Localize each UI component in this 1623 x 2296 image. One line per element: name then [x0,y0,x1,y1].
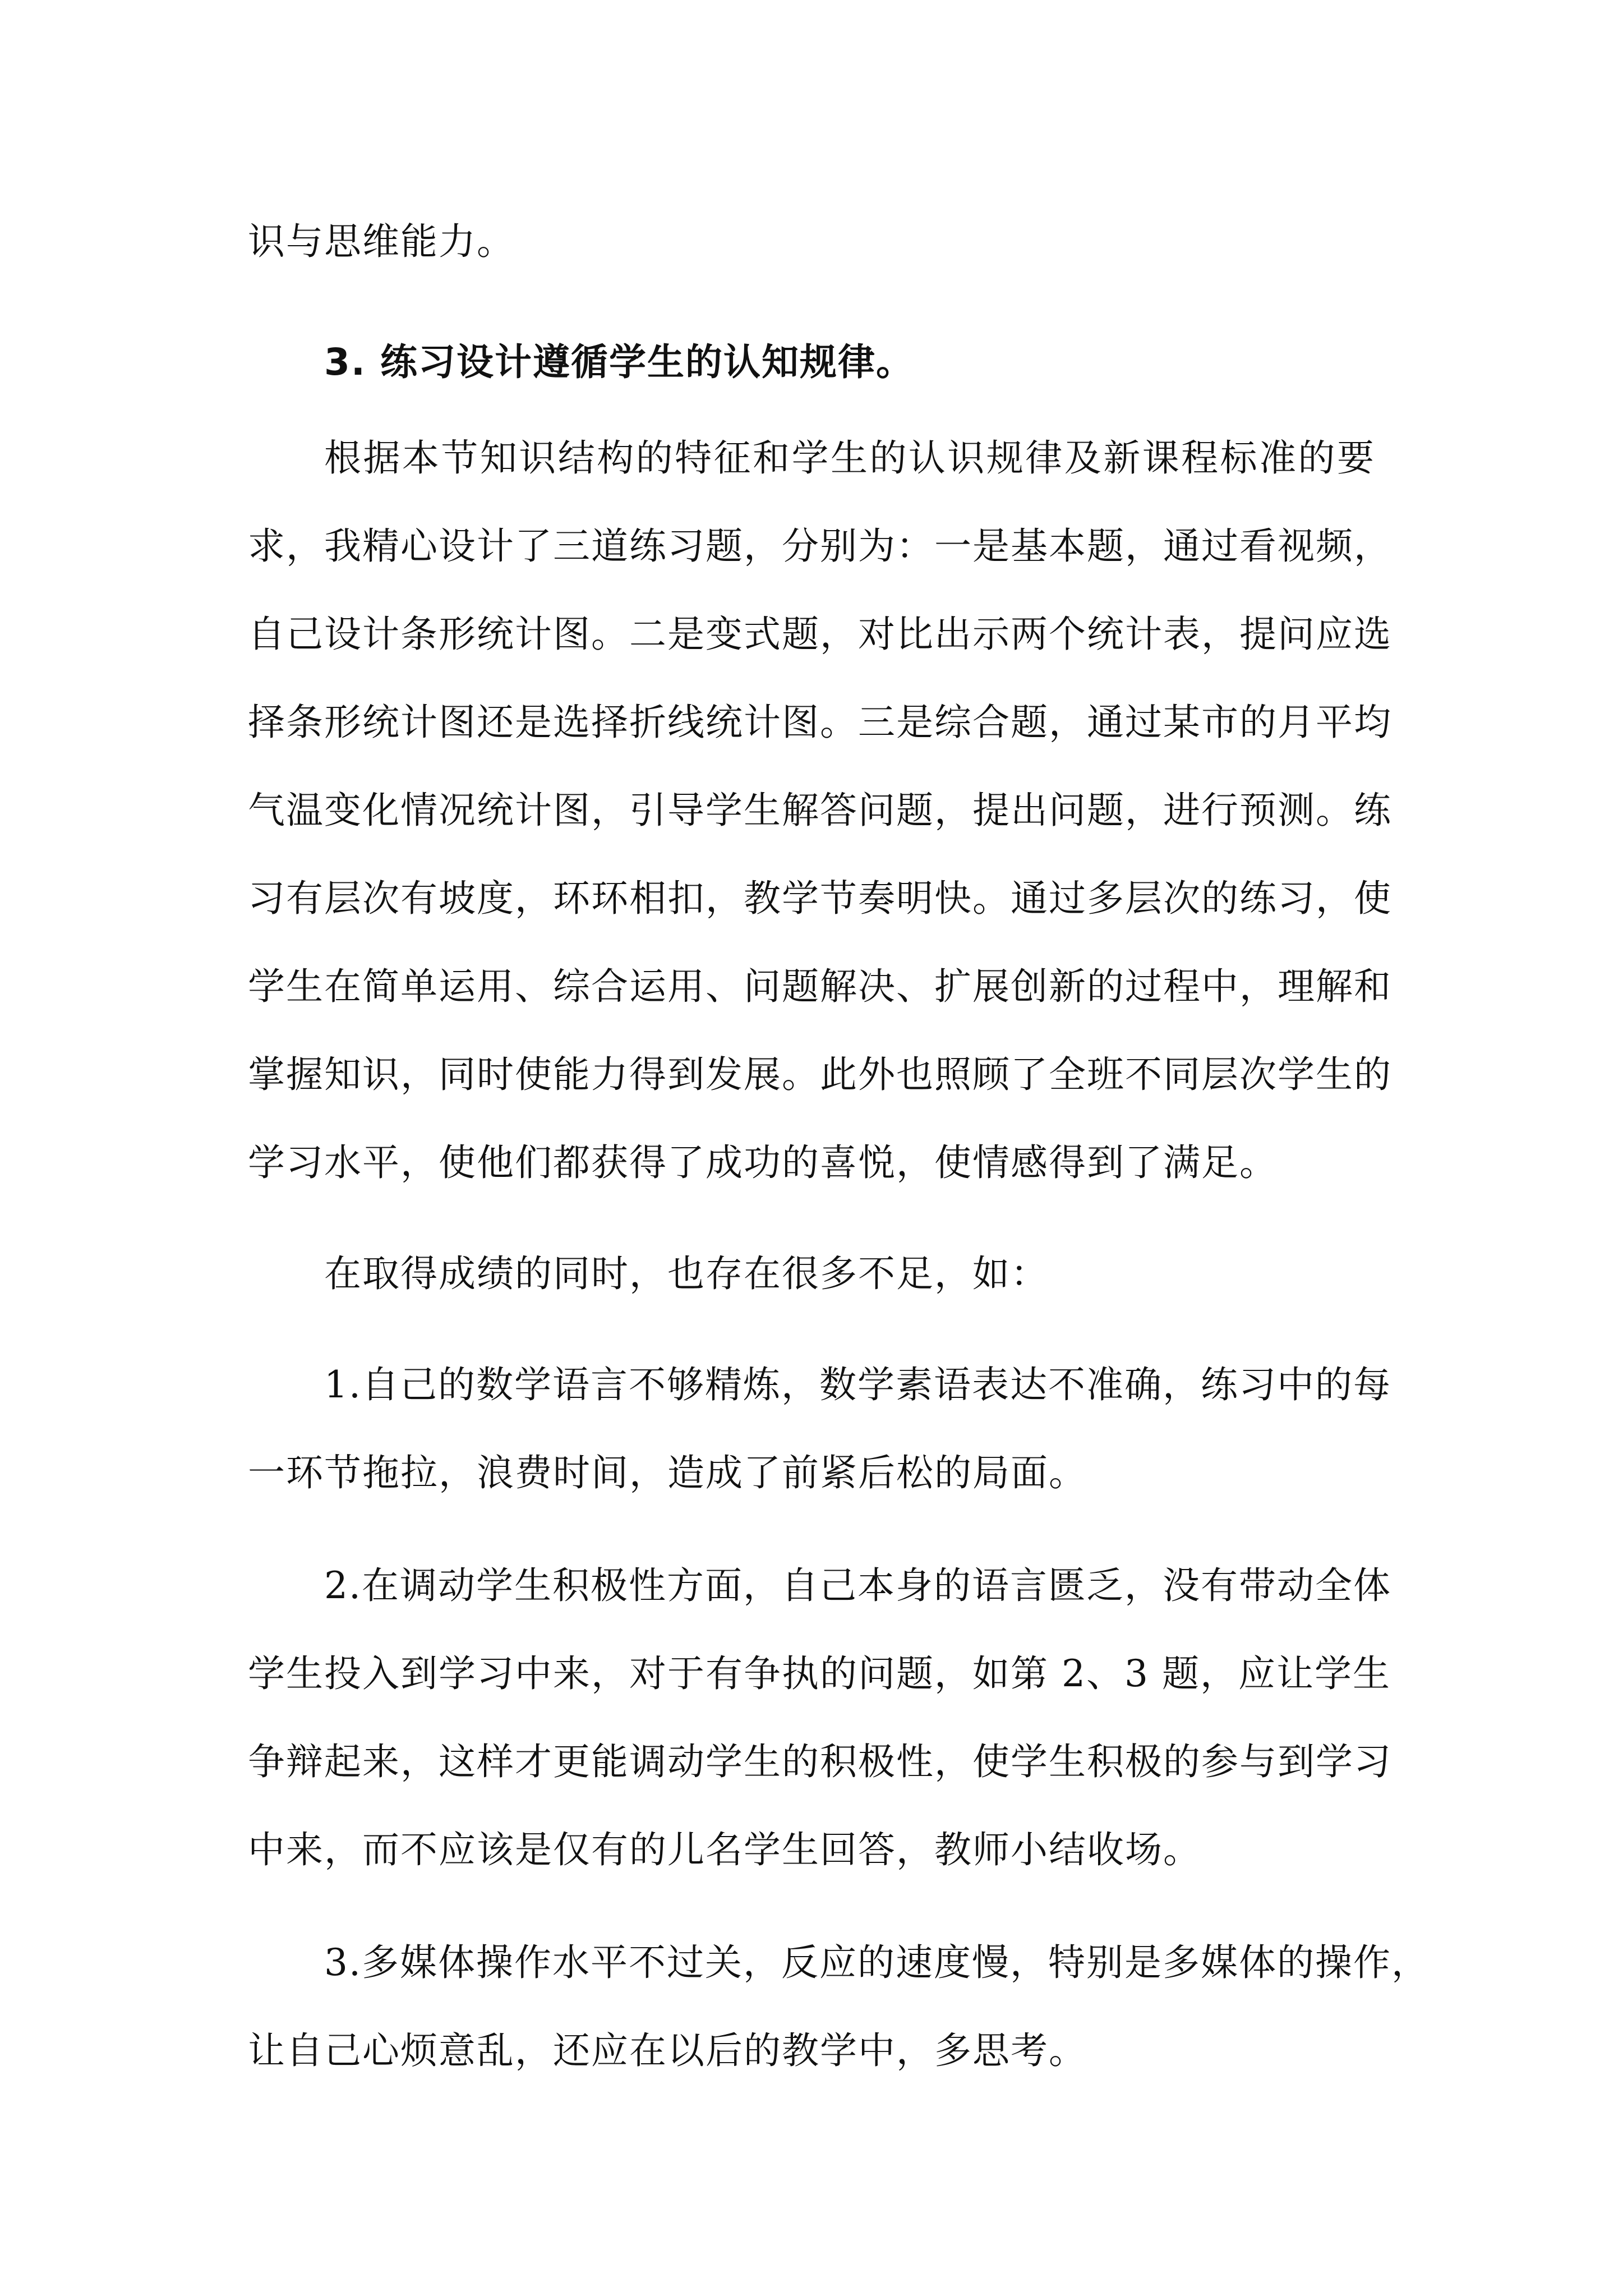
paragraph-line: 择条形统计图还是选择折线统计图。三是综合题，通过某市的月平均 [248,701,1392,744]
list-item-line: 学生投入到学习中来，对于有争执的问题，如第 2、3 题，应让学生 [248,1652,1391,1695]
list-item-line: 1.自己的数学语言不够精炼，数学素语表达不准确，练习中的每 [324,1363,1391,1406]
paragraph-line: 识与思维能力。 [248,220,515,263]
list-item-line: 一环节拖拉，浪费时间，造成了前紧后松的局面。 [248,1451,1087,1494]
list-item-line: 争辩起来，这样才更能调动学生的积极性，使学生积极的参与到学习 [248,1740,1392,1783]
section-heading: 3. 练习设计遵循学生的认知规律。 [324,341,914,384]
paragraph-line: 自己设计条形统计图。二是变式题，对比出示两个统计表，提问应选 [248,613,1392,656]
paragraph-line: 习有层次有坡度，环环相扣，教学节奏明快。通过多层次的练习，使 [248,877,1392,920]
list-item-line: 3.多媒体操作水平不过关，反应的速度慢，特别是多媒体的操作， [324,1941,1430,1984]
list-item-line: 让自己心烦意乱，还应在以后的教学中，多思考。 [248,2029,1087,2072]
list-item-line: 2.在调动学生积极性方面，自己本身的语言匮乏，没有带动全体 [324,1564,1391,1607]
paragraph-line: 掌握知识，同时使能力得到发展。此外也照顾了全班不同层次学生的 [248,1053,1392,1096]
paragraph-line: 求，我精心设计了三道练习题，分别为：一是基本题，通过看视频， [248,524,1392,568]
paragraph-line: 根据本节知识结构的特征和学生的认识规律及新课程标准的要 [324,436,1375,480]
paragraph-line: 学习水平，使他们都获得了成功的喜悦，使情感得到了满足。 [248,1141,1278,1184]
paragraph-line: 学生在简单运用、综合运用、问题解决、扩展创新的过程中，理解和 [248,965,1392,1008]
paragraph-line: 气温变化情况统计图，引导学生解答问题，提出问题，进行预测。练 [248,789,1392,832]
paragraph-line: 在取得成绩的同时，也存在很多不足，如： [324,1252,1049,1295]
list-item-line: 中来，而不应该是仅有的儿名学生回答，教师小结收场。 [248,1828,1201,1871]
